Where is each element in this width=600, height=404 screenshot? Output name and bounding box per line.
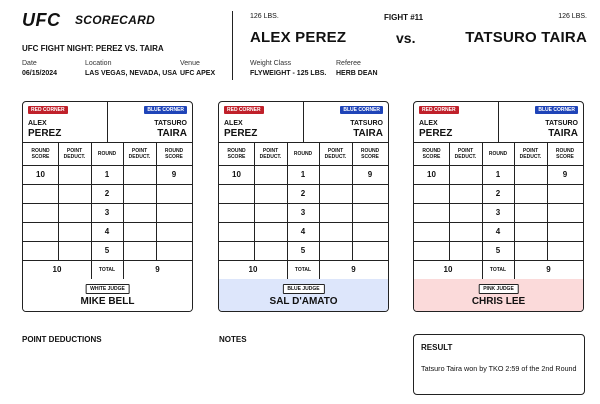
blue-round-score-header: ROUND SCORE — [164, 147, 184, 160]
round-row — [219, 241, 388, 261]
red-corner-badge: RED CORNER — [28, 106, 68, 114]
round-row — [23, 184, 192, 204]
red-point-deduct — [449, 241, 482, 260]
total-label: TOTAL — [294, 266, 312, 273]
blue-first-name: TATSURO — [350, 120, 383, 127]
round-number: 4 — [104, 227, 110, 236]
round-number: 2 — [300, 189, 306, 198]
location-value: LAS VEGAS, NEVADA, USA — [85, 70, 178, 77]
red-total: 10 — [248, 265, 258, 274]
red-last-name: PEREZ — [419, 128, 453, 139]
blue-total: 9 — [546, 265, 551, 274]
weight-class-value: FLYWEIGHT - 125 LBS. — [250, 70, 327, 77]
red-point-deduct — [449, 222, 482, 241]
total-label: TOTAL — [489, 266, 507, 273]
blue-point-deduct — [123, 203, 156, 222]
blue-point-deduct — [319, 222, 352, 241]
red-point-deduct — [449, 184, 482, 203]
blue-point-deduct-header: POINT DEDUCT. — [519, 147, 542, 160]
blue-point-deduct — [319, 241, 352, 260]
round-number: 4 — [300, 227, 306, 236]
red-weight: 126 LBS. — [250, 13, 279, 20]
blue-total: 9 — [155, 265, 160, 274]
blue-round-score: 9 — [171, 170, 177, 179]
blue-point-deduct — [319, 184, 352, 203]
red-round-score: 10 — [232, 170, 241, 179]
blue-corner-badge: BLUE CORNER — [340, 106, 383, 114]
blue-corner-badge: BLUE CORNER — [535, 106, 578, 114]
red-round-score — [219, 184, 254, 203]
red-point-deduct-header: POINT DEDUCT. — [259, 147, 282, 160]
red-round-score — [23, 203, 58, 222]
judge-color-label: PINK JUDGE — [478, 284, 519, 294]
round-number: 3 — [300, 208, 306, 217]
blue-round-score — [156, 222, 192, 241]
blue-point-deduct — [514, 184, 547, 203]
red-round-score — [23, 222, 58, 241]
round-header: ROUND — [293, 150, 313, 157]
result-text: Tatsuro Taira won by TKO 2:59 of the 2nd Round — [421, 364, 577, 373]
red-point-deduct — [58, 165, 91, 184]
round-header: ROUND — [97, 150, 117, 157]
blue-point-deduct-header: POINT DEDUCT. — [324, 147, 347, 160]
blue-point-deduct-header: POINT DEDUCT. — [128, 147, 151, 160]
blue-round-score — [156, 241, 192, 260]
header-divider — [232, 11, 233, 80]
blue-point-deduct — [514, 222, 547, 241]
blue-total: 9 — [351, 265, 356, 274]
round-number: 3 — [104, 208, 110, 217]
result-title: RESULT — [421, 343, 453, 352]
corner-divider — [303, 102, 304, 142]
round-row — [23, 165, 192, 185]
round-row — [219, 184, 388, 204]
round-row — [414, 241, 583, 261]
blue-round-score — [547, 203, 583, 222]
red-round-score-header: ROUND SCORE — [227, 147, 246, 160]
blue-point-deduct — [123, 165, 156, 184]
red-round-score: 10 — [36, 170, 45, 179]
round-row — [414, 222, 583, 242]
judge-color-label: BLUE JUDGE — [282, 284, 324, 294]
red-point-deduct — [254, 203, 287, 222]
blue-round-score — [352, 203, 388, 222]
blue-point-deduct — [514, 241, 547, 260]
judge-area — [23, 279, 192, 312]
round-row — [414, 165, 583, 185]
location-label: Location — [85, 60, 112, 67]
total-row — [23, 260, 192, 280]
judge-color-label: WHITE JUDGE — [85, 284, 130, 294]
blue-round-score-header: ROUND SCORE — [555, 147, 575, 160]
blue-round-score: 9 — [367, 170, 373, 179]
round-row — [219, 165, 388, 185]
round-number: 1 — [495, 170, 501, 179]
notes-title: NOTES — [219, 335, 247, 344]
red-last-name: PEREZ — [28, 128, 62, 139]
round-row — [219, 222, 388, 242]
judge-area — [219, 279, 388, 312]
judge-scorecard — [218, 101, 389, 312]
red-point-deduct — [254, 241, 287, 260]
column-header-row — [23, 142, 192, 166]
red-corner-badge: RED CORNER — [224, 106, 264, 114]
round-number: 5 — [104, 246, 110, 255]
red-point-deduct — [58, 222, 91, 241]
red-point-deduct — [254, 165, 287, 184]
judge-name: MIKE BELL — [80, 296, 135, 307]
round-number: 5 — [300, 246, 306, 255]
round-number: 2 — [495, 189, 501, 198]
blue-round-score-header: ROUND SCORE — [360, 147, 380, 160]
red-round-score — [219, 241, 254, 260]
total-row — [414, 260, 583, 280]
red-first-name: ALEX — [224, 120, 243, 127]
round-number: 4 — [495, 227, 501, 236]
round-row — [414, 184, 583, 204]
red-round-score: 10 — [427, 170, 436, 179]
fight-number: FIGHT #11 — [384, 13, 424, 22]
date-value: 06/15/2024 — [22, 70, 58, 77]
red-round-score — [23, 184, 58, 203]
weight-class-label: Weight Class — [250, 60, 292, 67]
round-number: 5 — [495, 246, 501, 255]
red-point-deduct — [449, 203, 482, 222]
blue-last-name: TAIRA — [353, 128, 383, 139]
red-total: 10 — [443, 265, 453, 274]
red-round-score — [23, 241, 58, 260]
blue-point-deduct — [123, 222, 156, 241]
blue-round-score: 9 — [562, 170, 568, 179]
blue-round-score — [547, 184, 583, 203]
corner-divider — [498, 102, 499, 142]
blue-first-name: TATSURO — [545, 120, 578, 127]
total-label: TOTAL — [98, 266, 116, 273]
blue-round-score — [547, 222, 583, 241]
round-row — [23, 241, 192, 261]
red-round-score — [414, 203, 449, 222]
blue-round-score — [547, 241, 583, 260]
red-round-score — [414, 222, 449, 241]
blue-weight: 126 LBS. — [558, 13, 587, 20]
round-number: 1 — [104, 170, 110, 179]
date-label: Date — [22, 60, 37, 67]
red-corner-badge: RED CORNER — [419, 106, 459, 114]
total-row — [219, 260, 388, 280]
red-point-deduct — [58, 184, 91, 203]
round-row — [23, 222, 192, 242]
blue-point-deduct — [514, 203, 547, 222]
red-point-deduct — [449, 165, 482, 184]
corner-header — [23, 102, 192, 143]
red-round-score — [414, 241, 449, 260]
venue-value: UFC APEX — [180, 70, 216, 77]
corner-divider — [107, 102, 108, 142]
blue-round-score — [156, 184, 192, 203]
red-fighter-name: ALEX PEREZ — [250, 29, 347, 46]
judge-name: SAL D'AMATO — [269, 296, 338, 307]
blue-point-deduct — [123, 184, 156, 203]
blue-fighter-name: TATSURO TAIRA — [465, 29, 587, 46]
red-point-deduct — [254, 222, 287, 241]
red-total: 10 — [52, 265, 62, 274]
judge-area — [414, 279, 583, 312]
blue-last-name: TAIRA — [548, 128, 578, 139]
round-row — [23, 203, 192, 223]
blue-point-deduct — [319, 203, 352, 222]
column-header-row — [219, 142, 388, 166]
round-number: 3 — [495, 208, 501, 217]
corner-header — [414, 102, 583, 143]
blue-point-deduct — [514, 165, 547, 184]
blue-round-score — [352, 222, 388, 241]
ufc-logo: UFC — [22, 10, 61, 30]
judge-name: CHRIS LEE — [471, 296, 526, 307]
red-point-deduct-header: POINT DEDUCT. — [63, 147, 86, 160]
blue-round-score — [156, 203, 192, 222]
corner-header — [219, 102, 388, 143]
round-number: 2 — [104, 189, 110, 198]
result-box — [413, 334, 585, 395]
blue-point-deduct — [319, 165, 352, 184]
blue-last-name: TAIRA — [157, 128, 187, 139]
referee-label: Referee — [336, 60, 361, 67]
blue-round-score — [352, 241, 388, 260]
red-round-score — [414, 184, 449, 203]
red-first-name: ALEX — [28, 120, 47, 127]
column-header-row — [414, 142, 583, 166]
venue-label: Venue — [180, 60, 200, 67]
round-row — [414, 203, 583, 223]
vs-label: vs. — [396, 30, 416, 46]
judge-scorecard — [22, 101, 193, 312]
referee-value: HERB DEAN — [336, 70, 378, 77]
red-round-score-header: ROUND SCORE — [422, 147, 441, 160]
round-header: ROUND — [488, 150, 508, 157]
scorecard-title: SCORECARD — [75, 13, 156, 27]
red-first-name: ALEX — [419, 120, 438, 127]
red-round-score — [219, 222, 254, 241]
blue-first-name: TATSURO — [154, 120, 187, 127]
blue-round-score — [352, 184, 388, 203]
blue-corner-badge: BLUE CORNER — [144, 106, 187, 114]
point-deductions-title: POINT DEDUCTIONS — [22, 335, 102, 344]
round-number: 1 — [300, 170, 306, 179]
red-point-deduct — [58, 241, 91, 260]
red-last-name: PEREZ — [224, 128, 258, 139]
red-point-deduct — [254, 184, 287, 203]
red-point-deduct-header: POINT DEDUCT. — [454, 147, 477, 160]
event-name: UFC FIGHT NIGHT: PEREZ VS. TAIRA — [22, 44, 164, 53]
blue-point-deduct — [123, 241, 156, 260]
round-row — [219, 203, 388, 223]
judge-scorecard — [413, 101, 584, 312]
red-point-deduct — [58, 203, 91, 222]
red-round-score — [219, 203, 254, 222]
red-round-score-header: ROUND SCORE — [31, 147, 50, 160]
